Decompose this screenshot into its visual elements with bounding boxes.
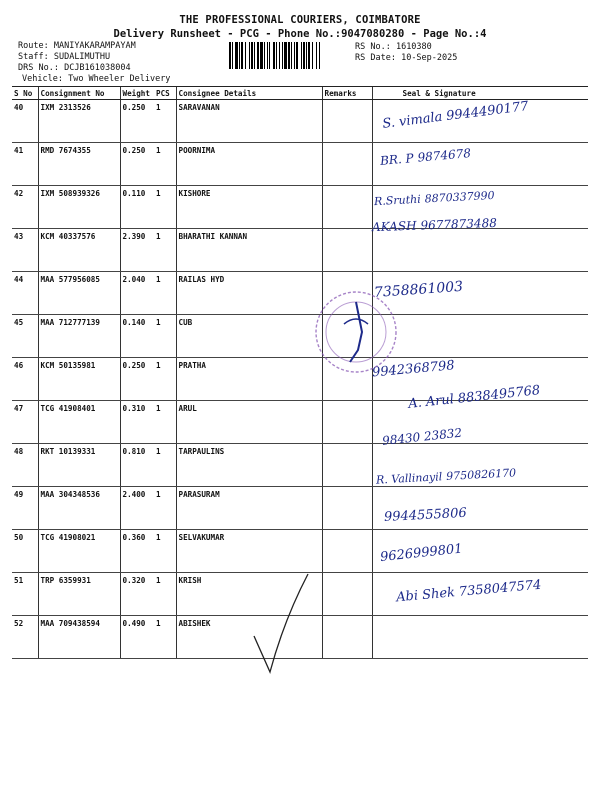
weight-cell: 2.400 bbox=[120, 487, 154, 530]
sno-cell: 43 bbox=[12, 229, 38, 272]
consignee-cell: PARASURAM bbox=[176, 487, 322, 530]
pcs-cell: 1 bbox=[154, 444, 176, 487]
consignment-cell: IXM 508939326 bbox=[38, 186, 120, 229]
weight-cell: 0.110 bbox=[120, 186, 154, 229]
sno-cell: 42 bbox=[12, 186, 38, 229]
signature-cell bbox=[372, 315, 588, 358]
drs-label: DRS No.: bbox=[18, 63, 59, 73]
col-consignee: Consignee Details bbox=[176, 87, 322, 100]
sno-cell: 49 bbox=[12, 487, 38, 530]
table-row bbox=[12, 530, 588, 573]
drs-line bbox=[18, 63, 131, 73]
route-line bbox=[18, 41, 136, 51]
signature-name: Abi Shek bbox=[395, 585, 456, 606]
col-remarks: Remarks bbox=[322, 87, 372, 100]
sno-cell: 48 bbox=[12, 444, 38, 487]
remarks-cell bbox=[322, 100, 372, 143]
table-row bbox=[12, 272, 588, 315]
consignment-cell: TRP 6359931 bbox=[38, 573, 120, 616]
sno-cell: 45 bbox=[12, 315, 38, 358]
pcs-cell: 1 bbox=[154, 401, 176, 444]
signature-phone: 9750826170 bbox=[445, 466, 517, 483]
table-header-row bbox=[12, 87, 588, 100]
rs-no-line bbox=[355, 42, 432, 52]
remarks-cell bbox=[322, 487, 372, 530]
consignment-cell: MAA 304348536 bbox=[38, 487, 120, 530]
pcs-cell: 1 bbox=[154, 186, 176, 229]
col-consignment: Consignment No bbox=[38, 87, 120, 100]
consignee-cell: KISHORE bbox=[176, 186, 322, 229]
consignee-cell: SARAVANAN bbox=[176, 100, 322, 143]
pcs-cell: 1 bbox=[154, 100, 176, 143]
signature-phone: 8838495768 bbox=[457, 383, 541, 407]
signature-phone: 9944555806 bbox=[383, 505, 468, 526]
signature-cell bbox=[372, 229, 588, 272]
table-row bbox=[12, 315, 588, 358]
pcs-cell: 1 bbox=[154, 530, 176, 573]
signature-phone: 9942368798 bbox=[371, 358, 456, 381]
weight-cell: 0.360 bbox=[120, 530, 154, 573]
staff-line bbox=[18, 52, 110, 62]
weight-cell: 0.310 bbox=[120, 401, 154, 444]
consignment-cell: RKT 10139331 bbox=[38, 444, 120, 487]
consignee-cell: KRISH bbox=[176, 573, 322, 616]
table-row bbox=[12, 487, 588, 530]
weight-cell: 0.250 bbox=[120, 143, 154, 186]
consignment-cell: RMD 7674355 bbox=[38, 143, 120, 186]
vehicle-line bbox=[22, 74, 170, 84]
remarks-cell bbox=[322, 616, 372, 659]
table-row bbox=[12, 401, 588, 444]
pcs-cell: 1 bbox=[154, 143, 176, 186]
signature-phone: 7358861003 bbox=[373, 278, 464, 301]
col-pcs: PCS bbox=[154, 87, 176, 100]
signature-name bbox=[380, 510, 381, 525]
consignee-cell: BHARATHI KANNAN bbox=[176, 229, 322, 272]
sno-cell: 51 bbox=[12, 573, 38, 616]
consignee-cell: ARUL bbox=[176, 401, 322, 444]
rs-no-label: RS No.: bbox=[355, 42, 391, 52]
pcs-cell: 1 bbox=[154, 573, 176, 616]
consignment-cell: MAA 709438594 bbox=[38, 616, 120, 659]
vehicle-value: Two Wheeler Delivery bbox=[68, 74, 171, 84]
weight-cell: 0.250 bbox=[120, 358, 154, 401]
pcs-cell: 1 bbox=[154, 616, 176, 659]
pcs-cell: 1 bbox=[154, 487, 176, 530]
remarks-cell bbox=[322, 573, 372, 616]
remarks-cell bbox=[322, 186, 372, 229]
route-label: Route: bbox=[18, 41, 49, 51]
rs-date-label: RS Date: bbox=[355, 53, 396, 63]
consignee-cell: RAILAS HYD bbox=[176, 272, 322, 315]
staff-value: SUDALIMUTHU bbox=[53, 52, 111, 62]
pcs-cell: 1 bbox=[154, 358, 176, 401]
signature-name: BR. P bbox=[379, 151, 415, 168]
consignment-cell: TCG 41908021 bbox=[38, 530, 120, 573]
sno-cell: 40 bbox=[12, 100, 38, 143]
signature-name: S. vimala bbox=[381, 109, 444, 132]
col-weight: Weight bbox=[120, 87, 154, 100]
sno-cell: 52 bbox=[12, 616, 38, 659]
barcode bbox=[228, 42, 350, 69]
consignee-cell: CUB bbox=[176, 315, 322, 358]
col-signature: Seal & Signature bbox=[372, 87, 588, 100]
weight-cell: 0.490 bbox=[120, 616, 154, 659]
sno-cell: 44 bbox=[12, 272, 38, 315]
route-value: MANIYAKARAMPAYAM bbox=[53, 41, 136, 51]
table-row bbox=[12, 229, 588, 272]
signature-name: R.Sruthi bbox=[373, 192, 422, 209]
consignment-cell: KCM 50135981 bbox=[38, 358, 120, 401]
remarks-cell bbox=[322, 401, 372, 444]
sno-cell: 50 bbox=[12, 530, 38, 573]
pcs-cell: 1 bbox=[154, 229, 176, 272]
weight-cell: 0.810 bbox=[120, 444, 154, 487]
signature-phone: 9626999801 bbox=[379, 541, 464, 566]
remarks-cell bbox=[322, 229, 372, 272]
checkmark-icon bbox=[250, 570, 310, 680]
consignee-cell: SELVAKUMAR bbox=[176, 530, 322, 573]
signature-cell bbox=[372, 616, 588, 659]
pcs-cell: 1 bbox=[154, 315, 176, 358]
weight-cell: 0.250 bbox=[120, 100, 154, 143]
consignee-cell: ABISHEK bbox=[176, 616, 322, 659]
consignment-cell: MAA 712777139 bbox=[38, 315, 120, 358]
remarks-cell bbox=[322, 444, 372, 487]
weight-cell: 2.040 bbox=[120, 272, 154, 315]
weight-cell: 0.320 bbox=[120, 573, 154, 616]
table-row bbox=[12, 143, 588, 186]
signature-name: R. Vallinayil bbox=[375, 470, 443, 487]
consignee-cell: POORNIMA bbox=[176, 143, 322, 186]
vehicle-label: Vehicle: bbox=[22, 74, 63, 84]
pcs-cell: 1 bbox=[154, 272, 176, 315]
sno-cell: 46 bbox=[12, 358, 38, 401]
staff-label: Staff: bbox=[18, 52, 49, 62]
weight-cell: 2.390 bbox=[120, 229, 154, 272]
consignment-cell: TCG 41908401 bbox=[38, 401, 120, 444]
remarks-cell bbox=[322, 143, 372, 186]
signature-phone: 8870337990 bbox=[424, 188, 495, 206]
signature-phone: 98430 23832 bbox=[381, 425, 463, 448]
consignee-cell: PRATHA bbox=[176, 358, 322, 401]
company-title: THE PROFESSIONAL COURIERS, COIMBATORE bbox=[179, 14, 421, 26]
col-sno: S No bbox=[12, 87, 38, 100]
remarks-cell bbox=[322, 530, 372, 573]
sno-cell: 41 bbox=[12, 143, 38, 186]
runsheet-title: Delivery Runsheet - PCG - Phone No.:9047080280 - Page No.:4 bbox=[113, 28, 487, 40]
signature-name: A. Arul bbox=[407, 392, 455, 412]
rs-date-value: 10-Sep-2025 bbox=[401, 53, 458, 63]
sno-cell: 47 bbox=[12, 401, 38, 444]
signature-phone: 9874678 bbox=[416, 146, 472, 165]
consignment-cell: IXM 2313526 bbox=[38, 100, 120, 143]
table-row bbox=[12, 186, 588, 229]
drs-value: DCJB161038004 bbox=[64, 63, 131, 73]
rs-no-value: 1610380 bbox=[395, 42, 432, 52]
rs-date-line bbox=[355, 53, 457, 63]
company-stamp bbox=[312, 288, 400, 376]
signature-name: AKASH bbox=[371, 218, 417, 235]
signature-phone: 9677873488 bbox=[420, 215, 498, 233]
consignee-cell: TARPAULINS bbox=[176, 444, 322, 487]
consignment-cell: MAA 577956085 bbox=[38, 272, 120, 315]
signature-phone: 7358047574 bbox=[458, 577, 542, 600]
weight-cell: 0.140 bbox=[120, 315, 154, 358]
signature-phone: 9944490177 bbox=[445, 99, 530, 125]
consignment-cell: KCM 40337576 bbox=[38, 229, 120, 272]
